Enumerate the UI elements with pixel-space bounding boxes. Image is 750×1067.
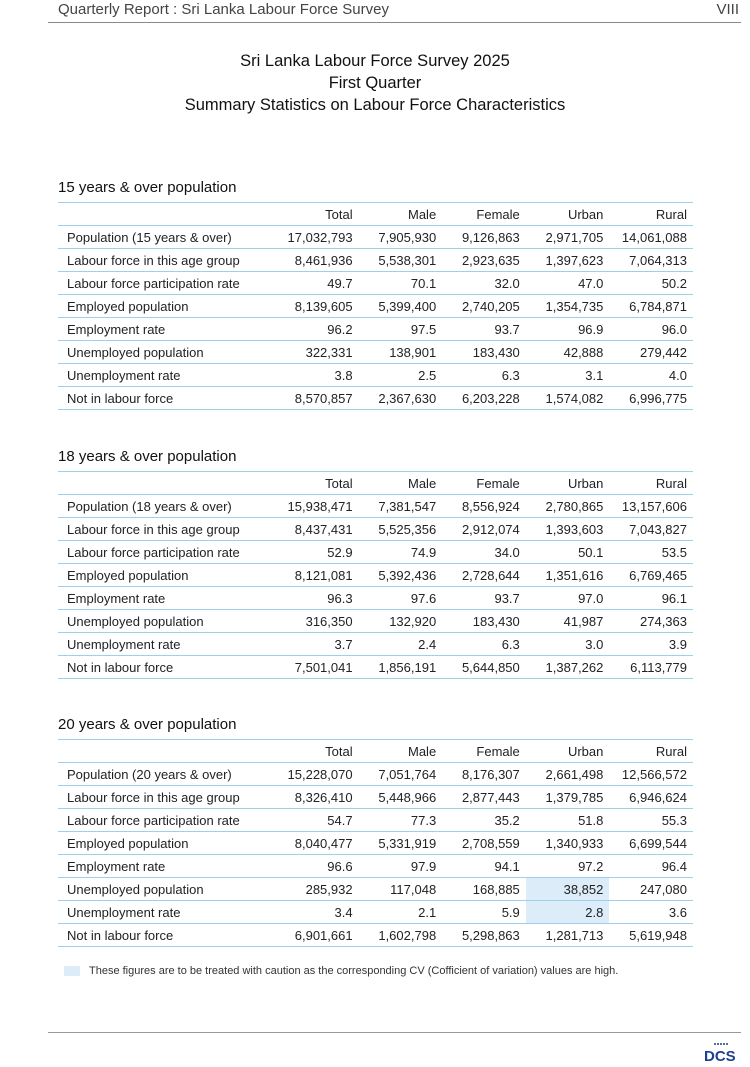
- row-label: Unemployment rate: [67, 904, 181, 920]
- cell-urban: 1,351,616: [545, 567, 604, 583]
- cell-male: 74.9: [410, 544, 437, 560]
- cell-total: 322,331: [305, 344, 353, 360]
- cell-rural: 6,946,624: [629, 789, 687, 805]
- cell-total: 54.7: [327, 812, 353, 828]
- row-label: Unemployed population: [67, 613, 204, 629]
- table-row: [58, 832, 693, 855]
- table-header-row: [58, 203, 693, 226]
- table-header-row: [58, 472, 693, 495]
- header-blank: [58, 472, 275, 495]
- row-label: Employment rate: [67, 590, 166, 606]
- table-row: [58, 656, 693, 679]
- row-label: Labour force participation rate: [67, 812, 240, 828]
- table-row: [58, 387, 693, 410]
- cell-male: 5,538,301: [378, 252, 437, 268]
- cell-total: 17,032,793: [287, 229, 353, 245]
- row-label: Labour force in this age group: [67, 252, 240, 268]
- cell-rural: 4.0: [668, 367, 687, 383]
- cell-rural: 3.6: [668, 904, 687, 920]
- cell-male: 97.9: [410, 858, 437, 874]
- table-row: [58, 924, 693, 947]
- cell-total: 316,350: [305, 613, 353, 629]
- cell-female: 34.0: [494, 544, 520, 560]
- cell-rural: 55.3: [661, 812, 687, 828]
- title-line-2: First Quarter: [328, 74, 422, 92]
- section-title: 15 years & over population: [58, 179, 237, 196]
- cell-total: 96.3: [327, 590, 353, 606]
- cell-urban: 42,888: [563, 344, 604, 360]
- table-row: [58, 272, 693, 295]
- cell-total: 8,139,605: [294, 298, 353, 314]
- cell-total: 8,121,081: [294, 567, 353, 583]
- column-header-male: Male: [408, 206, 437, 222]
- cell-female: 6.3: [501, 367, 520, 383]
- section-title: 20 years & over population: [58, 716, 237, 733]
- cell-urban: 2,661,498: [545, 766, 604, 782]
- cell-female: 8,556,924: [461, 498, 520, 514]
- cell-urban: 41,987: [563, 613, 604, 629]
- cell-urban: 96.9: [578, 321, 604, 337]
- cell-male: 70.1: [410, 275, 437, 291]
- header-blank: [58, 203, 275, 226]
- cell-urban: 1,574,082: [545, 390, 604, 406]
- section-2: [58, 447, 693, 679]
- row-label: Employed population: [67, 298, 189, 314]
- cell-total: 285,932: [305, 881, 353, 897]
- column-header-female: Female: [476, 743, 520, 759]
- cell-rural: 14,061,088: [621, 229, 687, 245]
- cell-urban: 38,852: [526, 878, 610, 901]
- cell-rural: 7,064,313: [629, 252, 687, 268]
- cell-rural: 274,363: [640, 613, 687, 629]
- table-row: [58, 249, 693, 272]
- cell-total: 8,570,857: [294, 390, 353, 406]
- section-title: 18 years & over population: [58, 448, 237, 465]
- cell-female: 183,430: [472, 344, 520, 360]
- cell-total: 8,326,410: [294, 789, 353, 805]
- cell-rural: 3.9: [668, 636, 687, 652]
- cell-rural: 7,043,827: [629, 521, 687, 537]
- cell-male: 7,905,930: [378, 229, 437, 245]
- cell-male: 7,381,547: [378, 498, 437, 514]
- cell-urban: 3.0: [585, 636, 604, 652]
- cell-total: 8,461,936: [294, 252, 353, 268]
- cell-male: 117,048: [390, 881, 437, 897]
- cell-female: 2,708,559: [461, 835, 520, 851]
- cell-urban: 97.2: [578, 858, 604, 874]
- column-header-female: Female: [476, 475, 520, 491]
- cell-urban: 1,397,623: [545, 252, 604, 268]
- column-header-rural: Rural: [655, 206, 687, 222]
- cell-male: 5,399,400: [378, 298, 437, 314]
- legend-text: These figures are to be treated with caution as the corresponding CV (Cofficient of variation) values are high.: [89, 965, 619, 977]
- cell-female: 2,912,074: [461, 521, 520, 537]
- cell-total: 3.7: [334, 636, 353, 652]
- column-header-total: Total: [325, 206, 353, 222]
- table-row: [58, 587, 693, 610]
- cell-female: 5,298,863: [461, 927, 520, 943]
- cell-female: 9,126,863: [461, 229, 520, 245]
- cell-female: 6,203,228: [461, 390, 520, 406]
- cell-urban: 1,387,262: [545, 659, 604, 675]
- cell-male: 5,525,356: [378, 521, 437, 537]
- table-row: [58, 901, 693, 924]
- cell-total: 52.9: [327, 544, 353, 560]
- cell-male: 1,602,798: [378, 927, 437, 943]
- row-label: Population (18 years & over): [67, 498, 232, 514]
- cell-total: 15,228,070: [287, 766, 353, 782]
- table-row: [58, 341, 693, 364]
- cell-male: 5,448,966: [378, 789, 437, 805]
- document-title-block: [0, 50, 750, 116]
- cell-urban: 2.8: [526, 901, 610, 924]
- cell-female: 93.7: [494, 321, 520, 337]
- row-label: Unemployment rate: [67, 367, 181, 383]
- cell-male: 77.3: [410, 812, 437, 828]
- column-header-female: Female: [476, 206, 520, 222]
- cell-female: 6.3: [501, 636, 520, 652]
- cell-rural: 12,566,572: [621, 766, 687, 782]
- cell-rural: 13,157,606: [621, 498, 687, 514]
- column-header-total: Total: [325, 475, 353, 491]
- cell-female: 5.9: [501, 904, 520, 920]
- cell-rural: 279,442: [640, 344, 687, 360]
- cell-female: 93.7: [494, 590, 520, 606]
- row-label: Not in labour force: [67, 659, 174, 675]
- cell-male: 2.5: [418, 367, 437, 383]
- cell-female: 35.2: [494, 812, 520, 828]
- cell-male: 2.4: [418, 636, 437, 652]
- row-label: Employed population: [67, 567, 189, 583]
- cell-female: 168,885: [472, 881, 520, 897]
- caution-legend: [64, 964, 618, 978]
- page-header: [48, 0, 741, 23]
- dcs-logo: [704, 1042, 738, 1067]
- cell-male: 5,331,919: [378, 835, 437, 851]
- row-label: Population (15 years & over): [67, 229, 232, 245]
- cell-male: 132,920: [389, 613, 437, 629]
- cell-rural: 53.5: [661, 544, 687, 560]
- statistics-table: [58, 202, 693, 410]
- table-header-row: [58, 740, 693, 763]
- cell-female: 32.0: [494, 275, 520, 291]
- table-row: [58, 786, 693, 809]
- column-header-rural: Rural: [655, 743, 687, 759]
- cell-male: 7,051,764: [378, 766, 437, 782]
- column-header-urban: Urban: [567, 743, 604, 759]
- cell-male: 5,392,436: [378, 567, 437, 583]
- cell-female: 5,644,850: [461, 659, 520, 675]
- cell-rural: 6,784,871: [629, 298, 687, 314]
- footer-divider: [48, 1032, 741, 1033]
- section-1: [58, 178, 693, 410]
- table-row: [58, 610, 693, 633]
- column-header-urban: Urban: [567, 206, 604, 222]
- table-row: [58, 763, 693, 786]
- cell-total: 6,901,661: [294, 927, 353, 943]
- row-label: Not in labour force: [67, 927, 174, 943]
- cell-female: 2,877,443: [461, 789, 520, 805]
- cell-total: 96.2: [327, 321, 353, 337]
- title-line-3: Summary Statistics on Labour Force Characteristics: [184, 96, 566, 114]
- row-label: Labour force in this age group: [67, 789, 240, 805]
- cell-rural: 6,996,775: [629, 390, 687, 406]
- cell-urban: 1,379,785: [545, 789, 604, 805]
- cell-urban: 1,393,603: [545, 521, 604, 537]
- cell-rural: 96.1: [661, 590, 687, 606]
- cell-total: 8,437,431: [294, 521, 353, 537]
- table-row: [58, 633, 693, 656]
- cell-rural: 6,113,779: [630, 659, 687, 675]
- row-label: Labour force in this age group: [67, 521, 240, 537]
- table-row: [58, 318, 693, 341]
- cell-total: 7,501,041: [294, 659, 353, 675]
- cell-rural: 50.2: [661, 275, 687, 291]
- cell-female: 2,923,635: [461, 252, 520, 268]
- cell-male: 2,367,630: [378, 390, 437, 406]
- cell-total: 49.7: [327, 275, 353, 291]
- table-row: [58, 541, 693, 564]
- row-label: Labour force participation rate: [67, 275, 240, 291]
- table-row: [58, 226, 693, 249]
- row-label: Population (20 years & over): [67, 766, 232, 782]
- cell-total: 8,040,477: [294, 835, 353, 851]
- row-label: Unemployment rate: [67, 636, 181, 652]
- cell-male: 97.6: [410, 590, 437, 606]
- cell-total: 15,938,471: [287, 498, 353, 514]
- cell-female: 94.1: [494, 858, 520, 874]
- cell-female: 8,176,307: [461, 766, 520, 782]
- row-label: Employment rate: [67, 321, 166, 337]
- cell-urban: 2,780,865: [545, 498, 604, 514]
- table-row: [58, 855, 693, 878]
- cell-male: 138,901: [389, 344, 437, 360]
- cell-female: 2,740,205: [461, 298, 520, 314]
- row-label: Unemployed population: [67, 881, 204, 897]
- cell-total: 3.4: [334, 904, 353, 920]
- title-line-1: Sri Lanka Labour Force Survey 2025: [240, 52, 510, 70]
- dcs-logo-icon: [704, 1042, 738, 1062]
- cell-rural: 5,619,948: [629, 927, 687, 943]
- table-row: [58, 295, 693, 318]
- table-row: [58, 495, 693, 518]
- statistics-table: [58, 471, 693, 679]
- cell-total: 3.8: [334, 367, 353, 383]
- column-header-urban: Urban: [567, 475, 604, 491]
- column-header-rural: Rural: [655, 475, 687, 491]
- cell-rural: 96.4: [661, 858, 687, 874]
- cell-rural: 96.0: [661, 321, 687, 337]
- cell-urban: 3.1: [585, 367, 604, 383]
- cell-female: 2,728,644: [461, 567, 520, 583]
- row-label: Labour force participation rate: [67, 544, 240, 560]
- section-3: [58, 715, 693, 947]
- row-label: Employed population: [67, 835, 189, 851]
- cell-rural: 6,769,465: [629, 567, 687, 583]
- table-row: [58, 364, 693, 387]
- cell-total: 96.6: [327, 858, 353, 874]
- cell-rural: 247,080: [640, 881, 687, 897]
- column-header-male: Male: [408, 475, 437, 491]
- dcs-logo-text: DCS: [704, 1048, 736, 1062]
- cell-urban: 51.8: [578, 812, 604, 828]
- cell-urban: 1,354,735: [545, 298, 604, 314]
- column-header-male: Male: [408, 743, 437, 759]
- row-label: Employment rate: [67, 858, 166, 874]
- header-page-number: VIII: [716, 1, 739, 18]
- column-header-total: Total: [325, 743, 353, 759]
- cell-urban: 1,281,713: [545, 927, 604, 943]
- cell-urban: 2,971,705: [545, 229, 604, 245]
- table-row: [58, 564, 693, 587]
- cell-urban: 50.1: [578, 544, 604, 560]
- cell-male: 2.1: [418, 904, 437, 920]
- statistics-table: [58, 739, 693, 947]
- cell-urban: 1,340,933: [545, 835, 604, 851]
- header-blank: [58, 740, 275, 763]
- caution-swatch: [64, 966, 80, 976]
- cell-rural: 6,699,544: [629, 835, 687, 851]
- row-label: Unemployed population: [67, 344, 204, 360]
- cell-male: 1,856,191: [378, 659, 437, 675]
- header-report-title: Quarterly Report : Sri Lanka Labour Force Survey: [58, 1, 389, 18]
- table-row: [58, 809, 693, 832]
- cell-female: 183,430: [472, 613, 520, 629]
- row-label: Not in labour force: [67, 390, 174, 406]
- cell-urban: 47.0: [578, 275, 604, 291]
- cell-urban: 97.0: [578, 590, 604, 606]
- table-row: [58, 518, 693, 541]
- cell-male: 97.5: [410, 321, 437, 337]
- table-row: [58, 878, 693, 901]
